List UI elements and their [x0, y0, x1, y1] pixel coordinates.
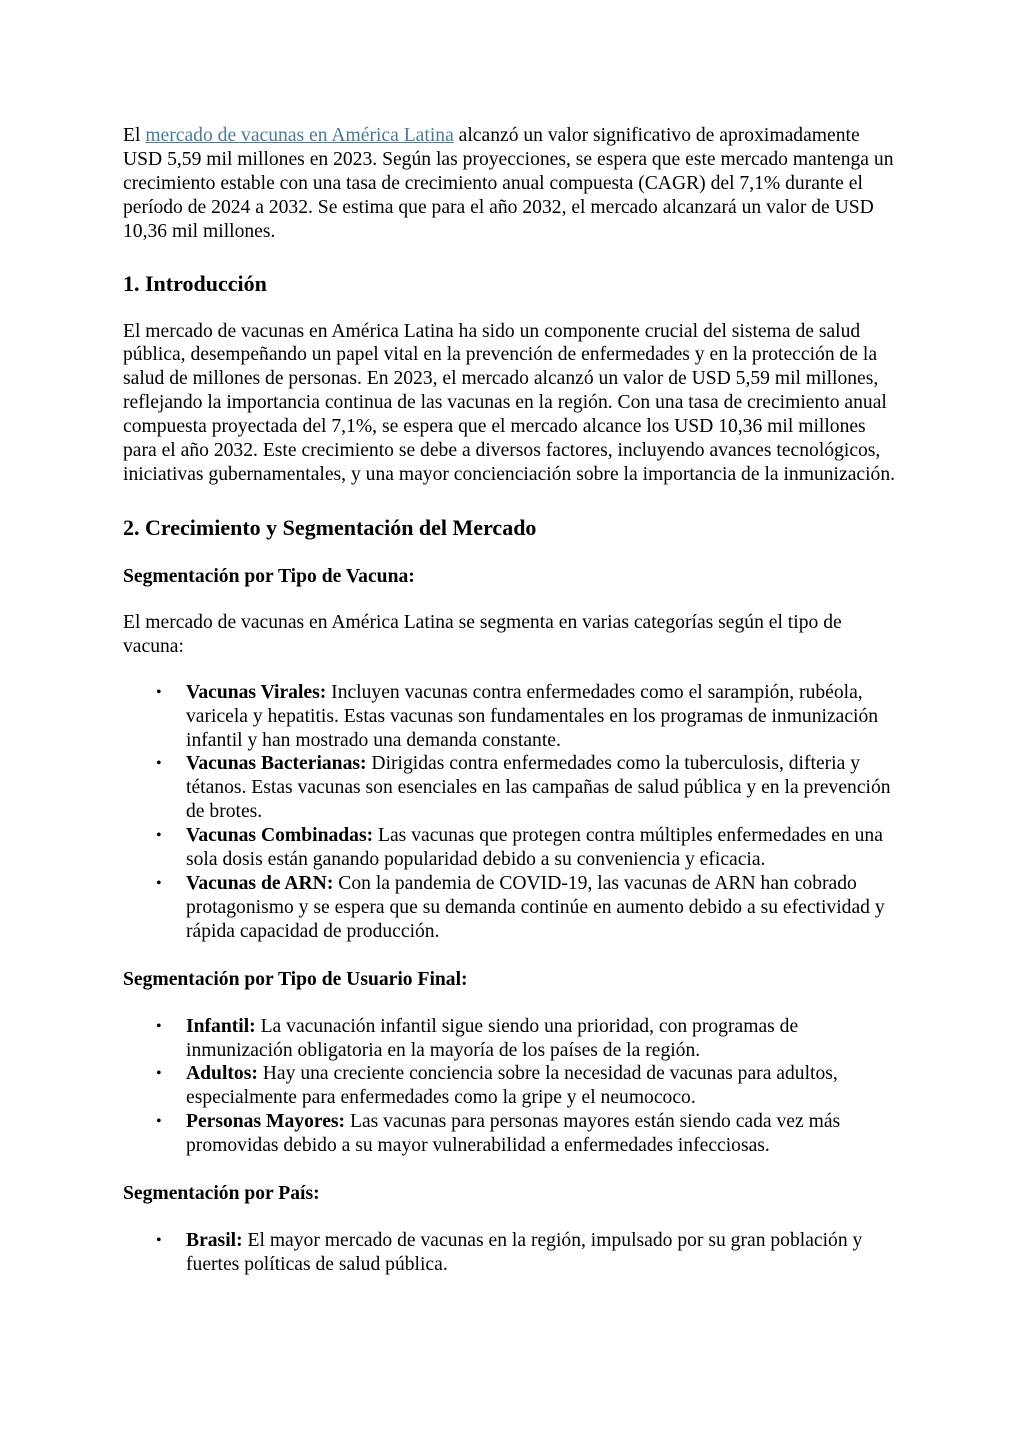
item-label: Vacunas Virales:	[186, 681, 327, 703]
bullet-icon: •	[156, 755, 162, 773]
bullet-icon: •	[156, 1113, 162, 1131]
item-text: Las vacunas que protegen contra múltiples enfermedades en una sola dosis están ganando popularidad debido a su conveniencia y eficacia.	[186, 825, 883, 871]
country-list	[123, 1229, 903, 1277]
type-intro: El mercado de vacunas en América Latina se segmenta en varias categorías según el tipo de vacuna:	[123, 611, 842, 657]
item-label: Adultos:	[186, 1063, 258, 1085]
item-text: Hay una creciente conciencia sobre la necesidad de vacunas para adultos, especialmente para enfermedades como la gripe y el neumococo.	[186, 1063, 838, 1109]
section2-heading: 2. Crecimiento y Segmentación del Mercado	[123, 514, 537, 540]
list-item	[123, 1015, 903, 1063]
list-item	[123, 1110, 903, 1158]
list-item	[123, 824, 903, 872]
intro-rest: alcanzó un valor significativo de aproximadamente USD 5,59 mil millones en 2023. Según las proyecciones, se espera que este mercado mantenga un crecimiento estable con una tasa de crecimiento anual compuesta (CAGR) del 7,1% durante el período de 2024 a 2032. Se estima que para el año 2032, el mercado alcanzará un valor de USD 10,36 mil millones.	[123, 125, 894, 242]
item-text: Las vacunas para personas mayores están siendo cada vez más promovidas debido a su mayor vulnerabilidad a enfermedades infecciosas.	[186, 1111, 841, 1157]
item-text: Con la pandemia de COVID-19, las vacunas de ARN han cobrado protagonismo y se espera que su demanda continúe en aumento debido a su efectividad y rápida capacidad de producción.	[186, 872, 885, 942]
bullet-icon: •	[156, 1017, 162, 1035]
item-label: Brasil:	[186, 1230, 243, 1252]
bullet-icon: •	[156, 874, 162, 892]
list-item	[123, 1062, 903, 1110]
type-subheading: Segmentación por Tipo de Vacuna:	[123, 565, 415, 587]
user-list	[123, 1015, 903, 1158]
list-item	[123, 752, 903, 824]
intro-paragraph	[123, 124, 903, 244]
list-item	[123, 681, 903, 753]
item-text: Dirigidas contra enfermedades como la tuberculosis, difteria y tétanos. Estas vacunas son esenciales en las campañas de salud pública y en la prevención de brotes.	[186, 753, 891, 823]
country-subheading: Segmentación por País:	[123, 1183, 320, 1205]
user-subheading: Segmentación por Tipo de Usuario Final:	[123, 968, 468, 990]
market-link[interactable]: mercado de vacunas en América Latina	[145, 125, 454, 146]
item-text: Incluyen vacunas contra enfermedades como el sarampión, rubéola, varicela y hepatitis. Estas vacunas son fundamentales en los programas de inmunización infantil y han mostrado una demanda constante.	[186, 681, 879, 751]
document-page	[123, 124, 903, 1277]
list-item	[123, 872, 903, 944]
bullet-icon: •	[156, 683, 162, 701]
item-label: Vacunas Bacterianas:	[186, 753, 367, 775]
bullet-icon: •	[156, 827, 162, 845]
item-label: Vacunas Combinadas:	[186, 825, 374, 847]
section1-paragraph: El mercado de vacunas en América Latina ha sido un componente crucial del sistema de salud pública, desempeñando un papel vital en la prevención de enfermedades y en la protección de la salud de millones de personas. En 2023, el mercado alcanzó un valor de USD 5,59 mil millones, reflejando la importancia continua de las vacunas en la región. Con una tasa de crecimiento anual compuesta proyectada del 7,1%, se espera que el mercado alcance los USD 10,36 mil millones para el año 2032. Este crecimiento se debe a diversos factores, incluyendo avances tecnológicos, iniciativas gubernamentales, y una mayor concienciación sobre la importancia de la inmunización.	[123, 320, 896, 485]
item-label: Vacunas de ARN:	[186, 872, 334, 894]
item-label: Personas Mayores:	[186, 1111, 346, 1133]
intro-prefix: El	[123, 125, 146, 146]
item-text: El mayor mercado de vacunas en la región, impulsado por su gran población y fuertes políticas de salud pública.	[186, 1230, 863, 1275]
item-text: La vacunación infantil sigue siendo una prioridad, con programas de inmunización obligatoria en la mayoría de los países de la región.	[186, 1015, 799, 1061]
bullet-icon: •	[156, 1065, 162, 1083]
type-list	[123, 681, 903, 944]
list-item	[123, 1229, 903, 1277]
section1-heading: 1. Introducción	[123, 270, 267, 296]
bullet-icon: •	[156, 1232, 162, 1250]
item-label: Infantil:	[186, 1015, 256, 1037]
